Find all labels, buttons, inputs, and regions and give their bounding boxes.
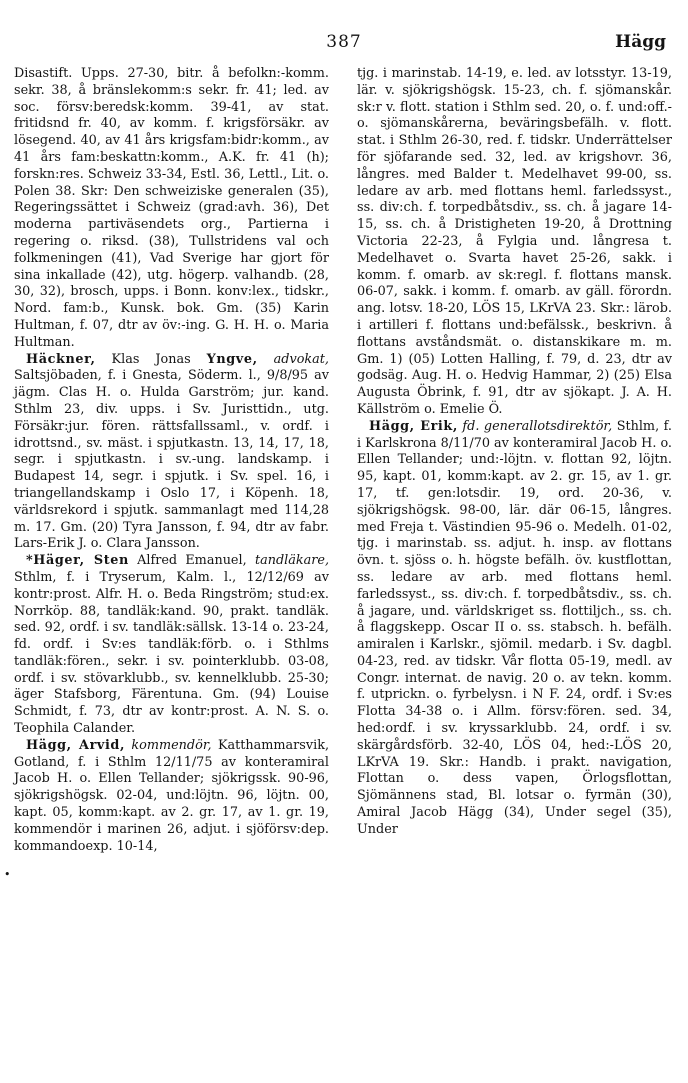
- entry-hagg-erik-text: Sthlm, f. i Karlskrona 8/11/70 av konteramiral Jacob H. o. Ellen Tellander; und:-löjtn. v. flottan 92, löjtn. 95, kapt. 01, komm:kapt. av 2. gr. 15, av 1. gr. 17, tf. gen:lotsdir. 19, ord. 20-36, v. sjökrigshögsk. 98-00, lär. där 06-15, långres. med Freja t. Västindien 95-96 o. Medelh. 01-02, tjg. i marinstab. ss. adjut. h. insp. av flottans övn. t. sjöss o. h. högste befälh. öv. kustflottan, ss. ledare av arb. med flottans heml. farledssyst., ss. div:ch. f. torpedbåtsdiv., ss. ch. å jagare, und. världskriget ss. flottiljch., ss. ch. å flaggskepp. Oscar II o. ss. stabsch. h. befälh. amiralen i Karlskr., sjömil. medarb. i Sv. dagbl. 04-23, red. av tidskr. Vår flotta 05-19, medl. av Congr. internat. de navig. 20 o. av tekn. komm. f. utprickn. o. fyrbelysn. i N F. 24, ordf. i Sv:es Flotta 34-38 o. i Allm. försv:fören. sed. 34, hed:ordf. i sv. kryssarklubb. 24, ordf. i sv. skärgårdsförb. 32-40, LÖS 04, hed:-LÖS 20, LKrVA 19. Skr.: Handb. i prakt. navigation, Flottan o. dess vapen, Örlogsflottan, Sjömännens stad, Bl. lotsar o. fyrmän (30), Amiral Jacob Hägg (34), Under segel (35), Under: [357, 418, 672, 837]
- entry-hagg-erik-name: Hägg, Erik,: [369, 418, 458, 434]
- entry-hackner-name: Häckner,: [26, 351, 96, 367]
- entry-hager-occupation: tandläkare,: [254, 553, 330, 569]
- margin-bullet: •: [4, 868, 11, 881]
- entry-hagg-erik-occupation: fd. generallotsdirektör,: [462, 418, 613, 434]
- entry-hagg-erik: [357, 419, 672, 839]
- entry-hackner-given-bold: Yngve,: [206, 351, 258, 367]
- continued-entry-text-right: tjg. i marinstab. 14-19, e. led. av lotsstyr. 13-19, lär. v. sjökrigshögsk. 15-23, ch. f. sjömanskår. sk:r v. flott. station i Sthlm sed. 20, o. f. und:off.- o. sjömanskårerna, beväringsbefälh. v. flott. stat. i Sthlm 26-30, red. f. tidskr. Underrättelser för sjöfarande sed. 32, led. av krigshovr. 36, långres. med Balder t. Medelhavet 99-00, ss. ledare av arb. med flottans heml. farledssyst., ss. div:ch. f. torpedbåtsdiv., ss. ch. å jagare 14-15, ss. ch. å Dristigheten 19-20, å Drottning Victoria 22-23, å Fylgia und. långresa t. Medelhavet o. Svarta havet 25-26, sakk. i komm. f. omarb. av sk:regl. f. flottans mansk. 06-07, sakk. i komm. f. omarb. av gäll. förordn. ang. lotsv. 18-20, LÖS 15, LKrVA 23. Skr.: lärob. i artilleri f. flottans und:befälssk., beskrivn. å flottans avståndsmät. o. distanskikare m. m. Gm. 1) (05) Lotten Halling, f. 79, d. 23, dtr av godsäg. Aug. H. o. Hedvig Hammar, 2) (25) Elsa Augusta Öbrink, f. 91, dtr av sjökapt. J. A. H. Källström o. Emelie Ö.: [357, 66, 672, 417]
- entry-hackner-text: Saltsjöbaden, f. i Gnesta, Söderm. l., 9/8/95 av jägm. Clas H. o. Hulda Garström; jur. kand. Sthlm 23, div. upps. i Sv. Juristtidn., utg. Försäkr:jur. fören. rättsfallssaml., v. ordf. i idrottsnd., sv. mäst. i spjutkastn. 13, 14, 17, 18, segr. i spjutkastn. i sv.-ung. landskamp. i Budapest 14, segr. i spjutk. i Sv. spel. 16, i triangellandskamp i Oslo 17, i Köpenh. 18, världsrekord i spjutk. sammanlagt med 114,28 m. 17. Gm. (20) Tyra Jansson, f. 94, dtr av fabr. Lars-Erik J. o. Clara Jansson.: [14, 368, 329, 552]
- left-column: [14, 66, 329, 855]
- continued-entry-text: Disastift. Upps. 27-30, bitr. å befolkn:-komm. sekr. 38, å bränslekomm:s sekr. fr. 41; led. av soc. försv:beredsk:komm. 39-41, av stat. fritidsnd fr. 40, av komm. f. krigsförsäkr. av lösegend. 40, av 41 års krigsfam:bidr:komm., av 41 års fam:beskattn:komm., A.K. fr. 41 (h); forskn:res. Schweiz 33-34, Estl. 36, Lettl., Lit. o. Polen 38. Skr: Den schweiziske generalen (35), Regeringssättet i Schweiz (grad:avh. 36), Det moderna partiväsendets org., Partierna i regering o. riksd. (38), Tullstridens val och folkmeningen (41), Vad Sverige har gjort för sina inkallade (42), utg. högerp. valhandb. (28, 30, 32), brosch, upps. i Bonn. konv:lex., tidskr., Nord. fam:b., Kunsk. bok. Gm. (35) Karin Hultman, f. 07, dtr av öv:-ing. G. H. H. o. Maria Hultman.: [14, 66, 329, 350]
- entry-hagg-arvid: [14, 738, 329, 856]
- entry-hagg-arvid-text: Katthammarsvik, Gotland, f. i Sthlm 12/11/75 av konteramiral Jacob H. o. Ellen Tellander; sjökrigssk. 90-96, sjökrigshögsk. 02-04, und:löjtn. 96, löjtn. 00, kapt. 05, komm:kapt. av 2. gr. 17, av 1. gr. 19, kommendör i marinen 26, adjut. i sjöförsv:dep. kommandoexp. 10-14,: [14, 737, 330, 854]
- entry-hager-given: Alfred Emanuel,: [137, 553, 247, 569]
- entry-hagg-arvid-name: Hägg, Arvid,: [26, 737, 126, 753]
- running-head: Hägg: [615, 32, 666, 52]
- right-column: [357, 66, 672, 839]
- entry-hager: [14, 553, 329, 738]
- entry-hackner-given: Klas Jonas: [111, 351, 191, 367]
- entry-hackner: [14, 352, 329, 554]
- entry-hager-text: Sthlm, f. i Tryserum, Kalm. l., 12/12/69 av kontr:prost. Alfr. H. o. Beda Ringström; stud:ex. Norrköp. 88, tandläk:kand. 90, prakt. tandläk. sed. 92, ordf. i sv. tandläk:sällsk. 13-14 o. 23-24, fd. ordf. i Sv:es tandläk:förb. o. i Sthlms tandläk:fören., sekr. i sv. pointerklubb. 03-08, ordf. i sv. stövarklubb., sv. kennelklubb. 25-30; äger Stafsborg, Färentuna. Gm. (94) Louise Schmidt, f. 73, dtr av kontr:prost. A. N. S. o. Teophila Calander.: [14, 569, 329, 737]
- entry-hagg-arvid-occupation: kommendör,: [131, 737, 212, 753]
- page-number: 387: [326, 32, 362, 52]
- entry-hackner-occupation: advokat,: [273, 351, 329, 367]
- entry-hager-name: *Häger, Sten: [26, 553, 129, 569]
